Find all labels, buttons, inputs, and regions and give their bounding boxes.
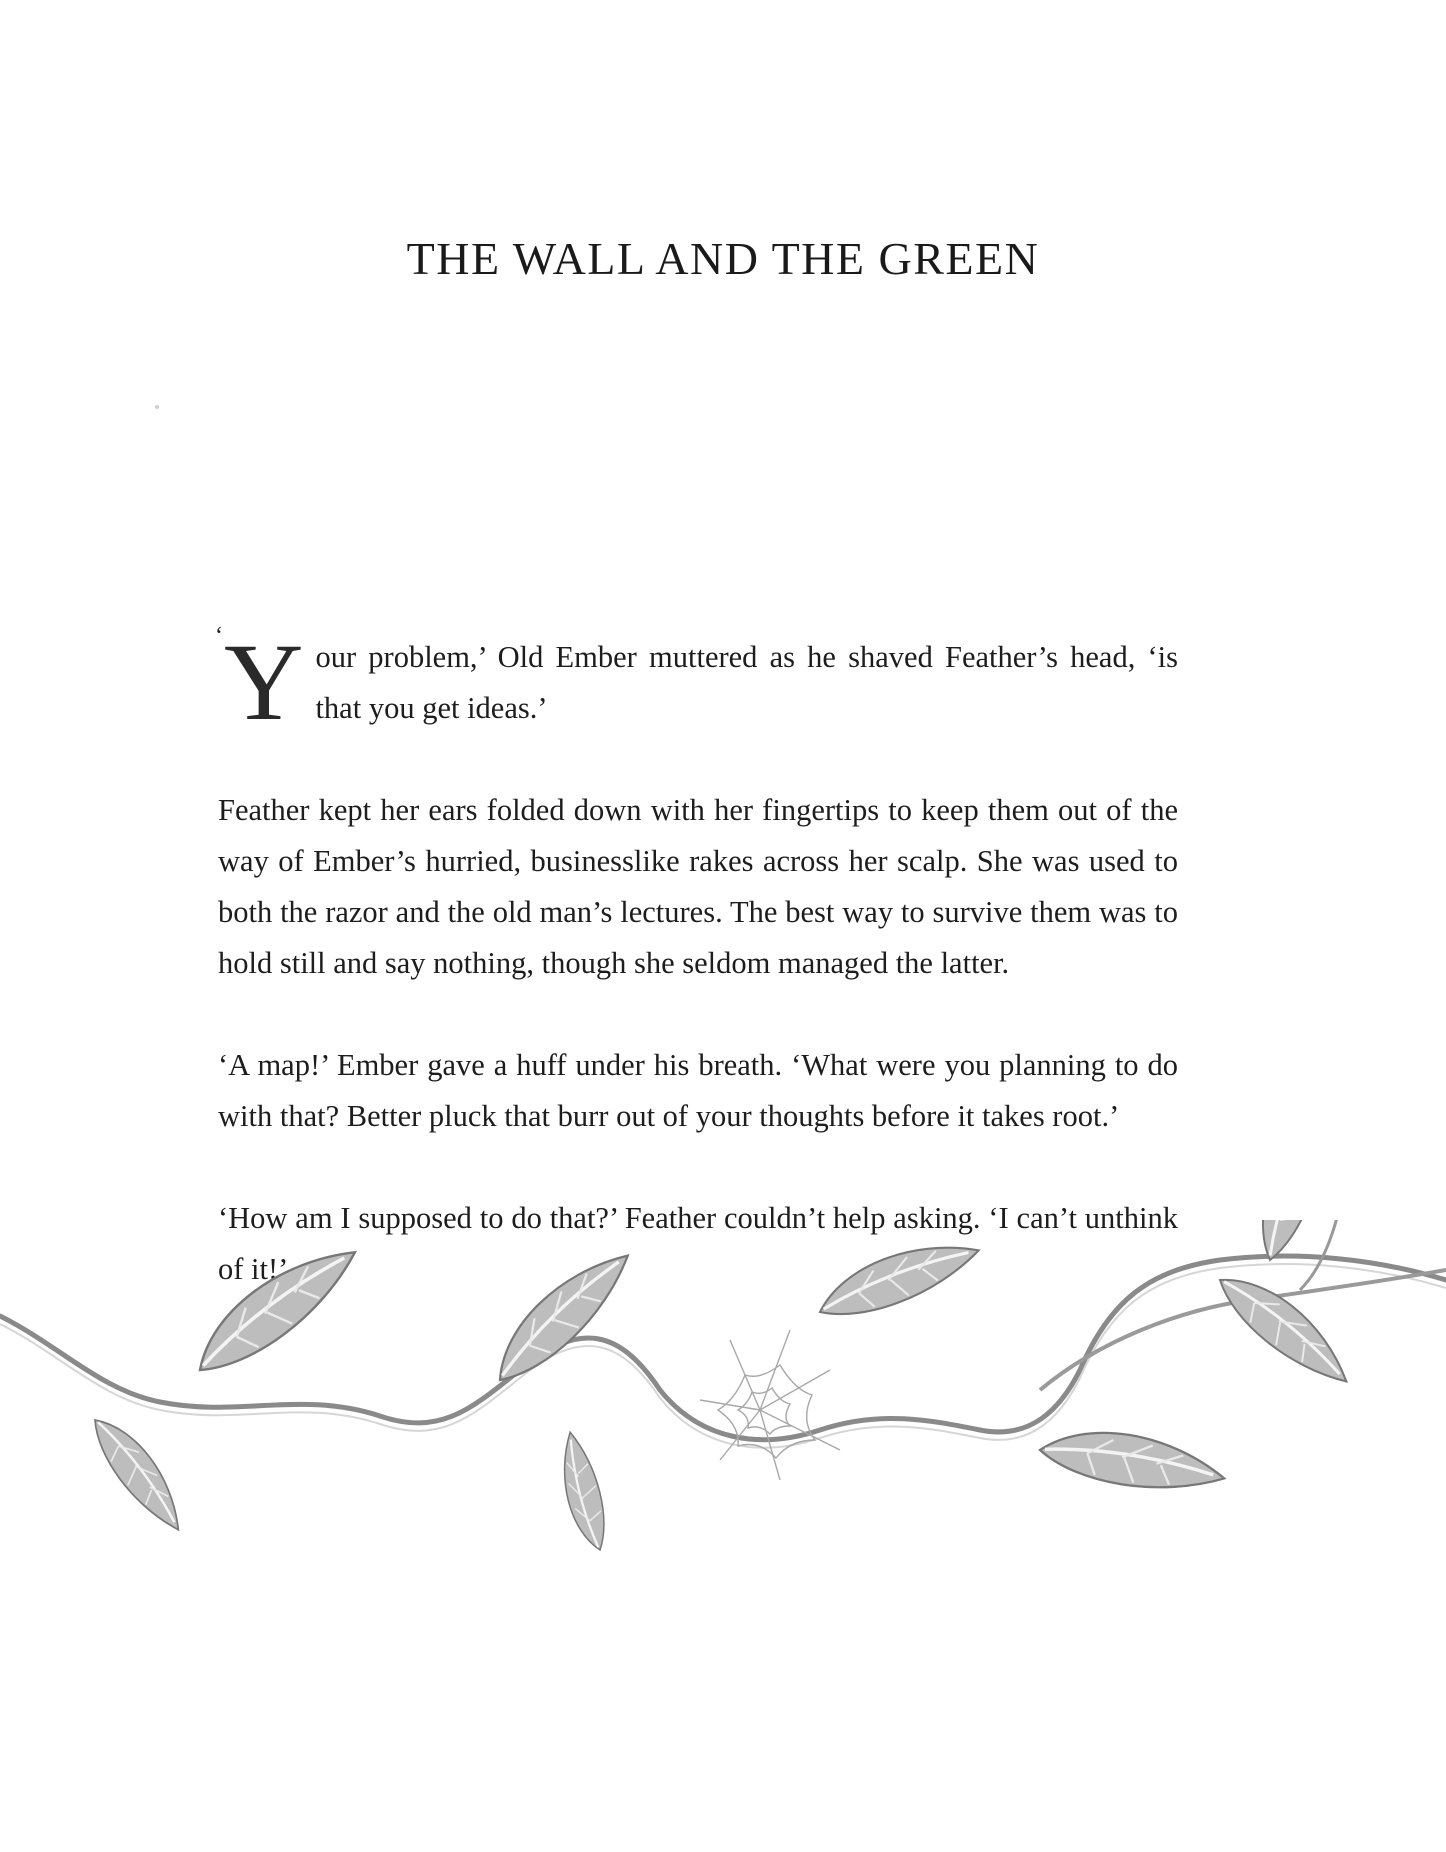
paragraph-2: Feather kept her ears folded down with her fingertips to keep them out of the way of Ember’s hurried, businesslike rakes across her scalp. She was used to both the razor and the old man’s lectures. The best way to survive them was to hold still and say nothing, though she seldom managed the latter. — [218, 793, 1178, 980]
paragraph-3: ‘A map!’ Ember gave a huff under his breath. ‘What were you planning to do with that? Better pluck that burr out of your thoughts before it takes root.’ — [218, 1048, 1178, 1133]
drop-cap: Y — [224, 621, 304, 743]
spiderweb — [700, 1330, 840, 1480]
paragraph-1-text: our problem,’ Old Ember muttered as he shaved Feather’s head, ‘is that you get ideas.’ — [315, 640, 1178, 725]
opening-quote-mark: ‘ — [215, 623, 223, 649]
paragraph-4: ‘How am I supposed to do that?’ Feather couldn’t help asking. ‘I can’t unthink of it!’ — [218, 1201, 1178, 1286]
leafy-vine-with-spiderweb-illustration — [0, 1220, 1446, 1852]
page-speck — [155, 405, 159, 409]
paragraph-1 — [215, 621, 1178, 743]
chapter-title: THE WALL AND THE GREEN — [406, 233, 1040, 284]
